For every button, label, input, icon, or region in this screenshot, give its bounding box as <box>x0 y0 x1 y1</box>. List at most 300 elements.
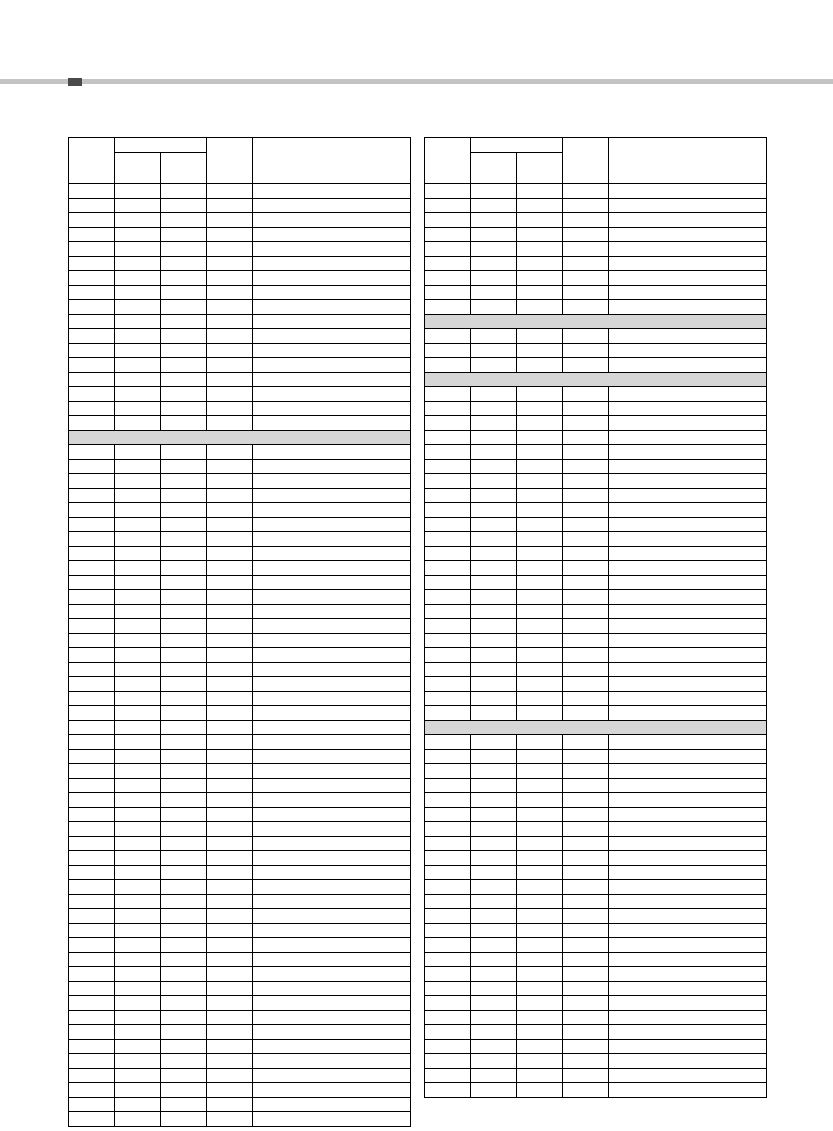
table-cell <box>425 604 471 619</box>
table-cell <box>69 459 115 474</box>
table-row <box>69 633 411 648</box>
table-cell <box>253 952 411 967</box>
table-cell <box>563 358 609 373</box>
header-cell <box>609 138 767 184</box>
table-cell <box>115 691 161 706</box>
table-cell <box>69 996 115 1011</box>
table-cell <box>563 213 609 228</box>
table-cell <box>563 1039 609 1054</box>
table-cell <box>517 213 563 228</box>
table-cell <box>69 662 115 677</box>
table-cell <box>609 590 767 605</box>
table-cell <box>115 285 161 300</box>
table-cell <box>609 793 767 808</box>
table-cell <box>471 184 517 199</box>
table-cell <box>563 401 609 416</box>
table-cell <box>253 735 411 750</box>
table-row <box>69 445 411 460</box>
table-row <box>425 561 767 576</box>
table-cell <box>471 590 517 605</box>
table-cell <box>253 1068 411 1083</box>
table-cell <box>161 474 207 489</box>
table-cell <box>207 242 253 257</box>
table-cell <box>471 851 517 866</box>
table-cell <box>115 416 161 431</box>
table-cell <box>115 735 161 750</box>
header-rule <box>0 79 833 84</box>
table-cell <box>425 488 471 503</box>
table-row <box>425 300 767 315</box>
table-cell <box>471 865 517 880</box>
table-cell <box>207 300 253 315</box>
table-cell <box>253 401 411 416</box>
table-cell <box>425 198 471 213</box>
table-cell <box>207 1025 253 1040</box>
table-cell <box>425 575 471 590</box>
table-cell <box>425 445 471 460</box>
table-cell <box>115 981 161 996</box>
table-cell <box>253 358 411 373</box>
table-cell <box>471 1010 517 1025</box>
table-cell <box>517 285 563 300</box>
table-cell <box>69 967 115 982</box>
table-cell <box>207 1112 253 1127</box>
table-cell <box>471 967 517 982</box>
table-row <box>425 184 767 199</box>
table-cell <box>69 619 115 634</box>
table-cell <box>563 735 609 750</box>
table-cell <box>115 488 161 503</box>
table-cell <box>471 546 517 561</box>
table-cell <box>115 894 161 909</box>
table-cell <box>609 880 767 895</box>
table-cell <box>69 488 115 503</box>
table-cell <box>563 416 609 431</box>
table-cell <box>161 300 207 315</box>
table-cell <box>609 677 767 692</box>
table-cell <box>207 517 253 532</box>
table-row <box>425 517 767 532</box>
table-row <box>69 1068 411 1083</box>
table-cell <box>517 735 563 750</box>
table-cell <box>425 952 471 967</box>
table-cell <box>207 851 253 866</box>
table-cell <box>69 590 115 605</box>
table-cell <box>609 401 767 416</box>
table-cell <box>253 445 411 460</box>
table-cell <box>115 604 161 619</box>
table-row <box>425 227 767 242</box>
table-cell <box>69 300 115 315</box>
table-cell <box>161 764 207 779</box>
table-row <box>69 1010 411 1025</box>
table-row <box>425 256 767 271</box>
table-cell <box>207 546 253 561</box>
table-cell <box>517 358 563 373</box>
table-cell <box>253 836 411 851</box>
table-cell <box>425 793 471 808</box>
table-cell <box>517 923 563 938</box>
table-cell <box>563 1054 609 1069</box>
table-cell <box>609 706 767 721</box>
table-cell <box>517 996 563 1011</box>
table-cell <box>563 604 609 619</box>
table-cell <box>161 445 207 460</box>
table-cell <box>563 923 609 938</box>
table-cell <box>609 981 767 996</box>
table-cell <box>253 604 411 619</box>
table-row <box>425 271 767 286</box>
table-row <box>425 822 767 837</box>
table-cell <box>69 633 115 648</box>
table-row <box>69 604 411 619</box>
table-cell <box>161 836 207 851</box>
page-tab-marker <box>68 78 82 86</box>
table-cell <box>115 184 161 199</box>
table-cell <box>207 836 253 851</box>
table-cell <box>161 314 207 329</box>
table-cell <box>609 459 767 474</box>
table-cell <box>253 532 411 547</box>
table-row <box>69 1025 411 1040</box>
table-cell <box>609 691 767 706</box>
table-cell <box>207 938 253 953</box>
table-cell <box>609 749 767 764</box>
table-cell <box>161 662 207 677</box>
table-cell <box>563 967 609 982</box>
table-cell <box>471 1025 517 1040</box>
table-cell <box>69 401 115 416</box>
table-cell <box>115 633 161 648</box>
table-cell <box>425 227 471 242</box>
table-cell <box>115 952 161 967</box>
table-row <box>425 604 767 619</box>
table-cell <box>253 967 411 982</box>
table-cell <box>517 401 563 416</box>
table-cell <box>563 909 609 924</box>
table-cell <box>471 822 517 837</box>
table-cell <box>471 807 517 822</box>
table-row <box>425 749 767 764</box>
table-cell <box>609 938 767 953</box>
table-row <box>69 981 411 996</box>
table-row <box>69 387 411 402</box>
table-cell <box>207 416 253 431</box>
table-cell <box>161 880 207 895</box>
table-cell <box>517 590 563 605</box>
table-cell <box>207 793 253 808</box>
table-cell <box>425 996 471 1011</box>
table-row <box>69 285 411 300</box>
table-cell <box>207 271 253 286</box>
table-cell <box>471 764 517 779</box>
table-cell <box>609 343 767 358</box>
table-cell <box>609 227 767 242</box>
table-cell <box>609 1010 767 1025</box>
table-row <box>69 938 411 953</box>
table-cell <box>471 952 517 967</box>
table-row <box>69 1083 411 1098</box>
table-cell <box>471 735 517 750</box>
table-cell <box>563 1083 609 1098</box>
table-cell <box>563 793 609 808</box>
table-row <box>425 358 767 373</box>
section-header-row <box>425 720 767 735</box>
table-cell <box>517 662 563 677</box>
table-cell <box>517 256 563 271</box>
table-cell <box>563 227 609 242</box>
table-cell <box>69 1010 115 1025</box>
table-cell <box>161 343 207 358</box>
table-row <box>69 184 411 199</box>
table-cell <box>115 532 161 547</box>
table-cell <box>69 213 115 228</box>
table-cell <box>517 459 563 474</box>
table-cell <box>471 198 517 213</box>
table-row <box>425 677 767 692</box>
table-cell <box>69 677 115 692</box>
table-cell <box>161 648 207 663</box>
table-row <box>425 706 767 721</box>
table-cell <box>563 517 609 532</box>
table-cell <box>471 923 517 938</box>
table-cell <box>425 749 471 764</box>
table-cell <box>115 242 161 257</box>
table-cell <box>207 1068 253 1083</box>
table-cell <box>563 894 609 909</box>
table-cell <box>563 633 609 648</box>
table-row <box>425 662 767 677</box>
table-cell <box>253 285 411 300</box>
table-cell <box>471 880 517 895</box>
table-cell <box>471 329 517 344</box>
table-cell <box>207 329 253 344</box>
section-header-row <box>425 372 767 387</box>
table-cell <box>115 401 161 416</box>
header-cell <box>207 138 253 184</box>
table-cell <box>563 488 609 503</box>
table-row <box>425 416 767 431</box>
table-cell <box>161 923 207 938</box>
table-cell <box>563 242 609 257</box>
table-cell <box>425 1083 471 1098</box>
table-row <box>425 329 767 344</box>
table-cell <box>115 546 161 561</box>
table-cell <box>517 242 563 257</box>
table-cell <box>253 242 411 257</box>
table-cell <box>425 735 471 750</box>
table-cell <box>115 329 161 344</box>
table-cell <box>471 358 517 373</box>
table-cell <box>253 981 411 996</box>
table-cell <box>253 387 411 402</box>
table-row <box>69 488 411 503</box>
table-cell <box>253 184 411 199</box>
table-cell <box>609 619 767 634</box>
table-cell <box>471 619 517 634</box>
table-cell <box>517 619 563 634</box>
table-row <box>425 807 767 822</box>
table-cell <box>609 735 767 750</box>
table-cell <box>207 227 253 242</box>
table-row <box>69 749 411 764</box>
table-cell <box>517 1083 563 1098</box>
table-cell <box>425 285 471 300</box>
table-cell <box>471 343 517 358</box>
table-cell <box>517 1068 563 1083</box>
table-cell <box>161 227 207 242</box>
table-cell <box>425 880 471 895</box>
table-cell <box>563 938 609 953</box>
table-cell <box>563 952 609 967</box>
table-row <box>425 546 767 561</box>
table-row <box>425 445 767 460</box>
table-cell <box>563 880 609 895</box>
table-cell <box>115 213 161 228</box>
table-cell <box>425 546 471 561</box>
table-row <box>425 401 767 416</box>
table-cell <box>161 619 207 634</box>
table-cell <box>609 1039 767 1054</box>
table-row <box>69 894 411 909</box>
table-row <box>69 329 411 344</box>
table-row <box>69 517 411 532</box>
table-cell <box>69 909 115 924</box>
table-cell <box>207 604 253 619</box>
table-cell <box>609 1083 767 1098</box>
table-row <box>69 503 411 518</box>
table-cell <box>471 227 517 242</box>
table-row <box>69 909 411 924</box>
table-cell <box>563 198 609 213</box>
table-cell <box>69 503 115 518</box>
table-cell <box>425 430 471 445</box>
table-cell <box>425 822 471 837</box>
table-cell <box>207 561 253 576</box>
table-cell <box>161 184 207 199</box>
table-cell <box>563 662 609 677</box>
table-cell <box>563 430 609 445</box>
section-header-row <box>69 430 411 445</box>
table-cell <box>207 749 253 764</box>
table-cell <box>425 561 471 576</box>
table-cell <box>207 503 253 518</box>
table-row <box>69 198 411 213</box>
table-cell <box>161 372 207 387</box>
table-cell <box>609 822 767 837</box>
table-cell <box>609 633 767 648</box>
table-cell <box>425 213 471 228</box>
table-row <box>69 822 411 837</box>
table-cell <box>425 459 471 474</box>
table-cell <box>471 271 517 286</box>
table-cell <box>425 619 471 634</box>
table-cell <box>609 445 767 460</box>
right-table-body <box>425 138 767 1098</box>
table-cell <box>425 691 471 706</box>
table-cell <box>69 517 115 532</box>
table-cell <box>115 271 161 286</box>
table-cell <box>253 343 411 358</box>
table-row <box>425 909 767 924</box>
table-cell <box>517 793 563 808</box>
table-cell <box>69 1068 115 1083</box>
table-cell <box>609 198 767 213</box>
table-cell <box>69 836 115 851</box>
table-cell <box>69 648 115 663</box>
table-cell <box>69 923 115 938</box>
table-cell <box>253 619 411 634</box>
left-table <box>68 137 411 1127</box>
table-cell <box>69 604 115 619</box>
table-cell <box>253 996 411 1011</box>
table-cell <box>253 372 411 387</box>
header-cell <box>69 138 115 184</box>
table-cell <box>471 401 517 416</box>
table-cell <box>207 662 253 677</box>
table-cell <box>253 314 411 329</box>
table-cell <box>609 1054 767 1069</box>
table-row <box>425 952 767 967</box>
table-cell <box>609 532 767 547</box>
table-row <box>425 387 767 402</box>
table-row <box>69 706 411 721</box>
table-cell <box>115 474 161 489</box>
table-cell <box>69 358 115 373</box>
table-cell <box>207 923 253 938</box>
table-cell <box>563 1068 609 1083</box>
table-cell <box>161 285 207 300</box>
table-cell <box>425 648 471 663</box>
table-cell <box>425 909 471 924</box>
table-cell <box>207 880 253 895</box>
table-cell <box>471 430 517 445</box>
table-cell <box>207 1083 253 1098</box>
table-cell <box>115 459 161 474</box>
table-cell <box>69 1025 115 1040</box>
table-cell <box>609 285 767 300</box>
table-cell <box>161 1039 207 1054</box>
table-cell <box>161 865 207 880</box>
left-table-body <box>69 138 411 1127</box>
section-header-cell <box>425 314 767 329</box>
table-cell <box>161 822 207 837</box>
table-cell <box>207 720 253 735</box>
table-cell <box>253 807 411 822</box>
table-cell <box>69 387 115 402</box>
table-cell <box>471 575 517 590</box>
table-cell <box>207 996 253 1011</box>
table-cell <box>161 1010 207 1025</box>
table-cell <box>207 807 253 822</box>
table-cell <box>517 488 563 503</box>
table-cell <box>425 865 471 880</box>
table-cell <box>69 372 115 387</box>
table-cell <box>69 1097 115 1112</box>
table-cell <box>69 256 115 271</box>
table-cell <box>517 865 563 880</box>
table-cell <box>253 213 411 228</box>
table-cell <box>161 242 207 257</box>
table-row <box>425 967 767 982</box>
table-row <box>69 242 411 257</box>
table-row <box>425 880 767 895</box>
table-row <box>425 836 767 851</box>
table-cell <box>517 1054 563 1069</box>
table-cell <box>517 532 563 547</box>
table-cell <box>563 807 609 822</box>
table-cell <box>253 1054 411 1069</box>
